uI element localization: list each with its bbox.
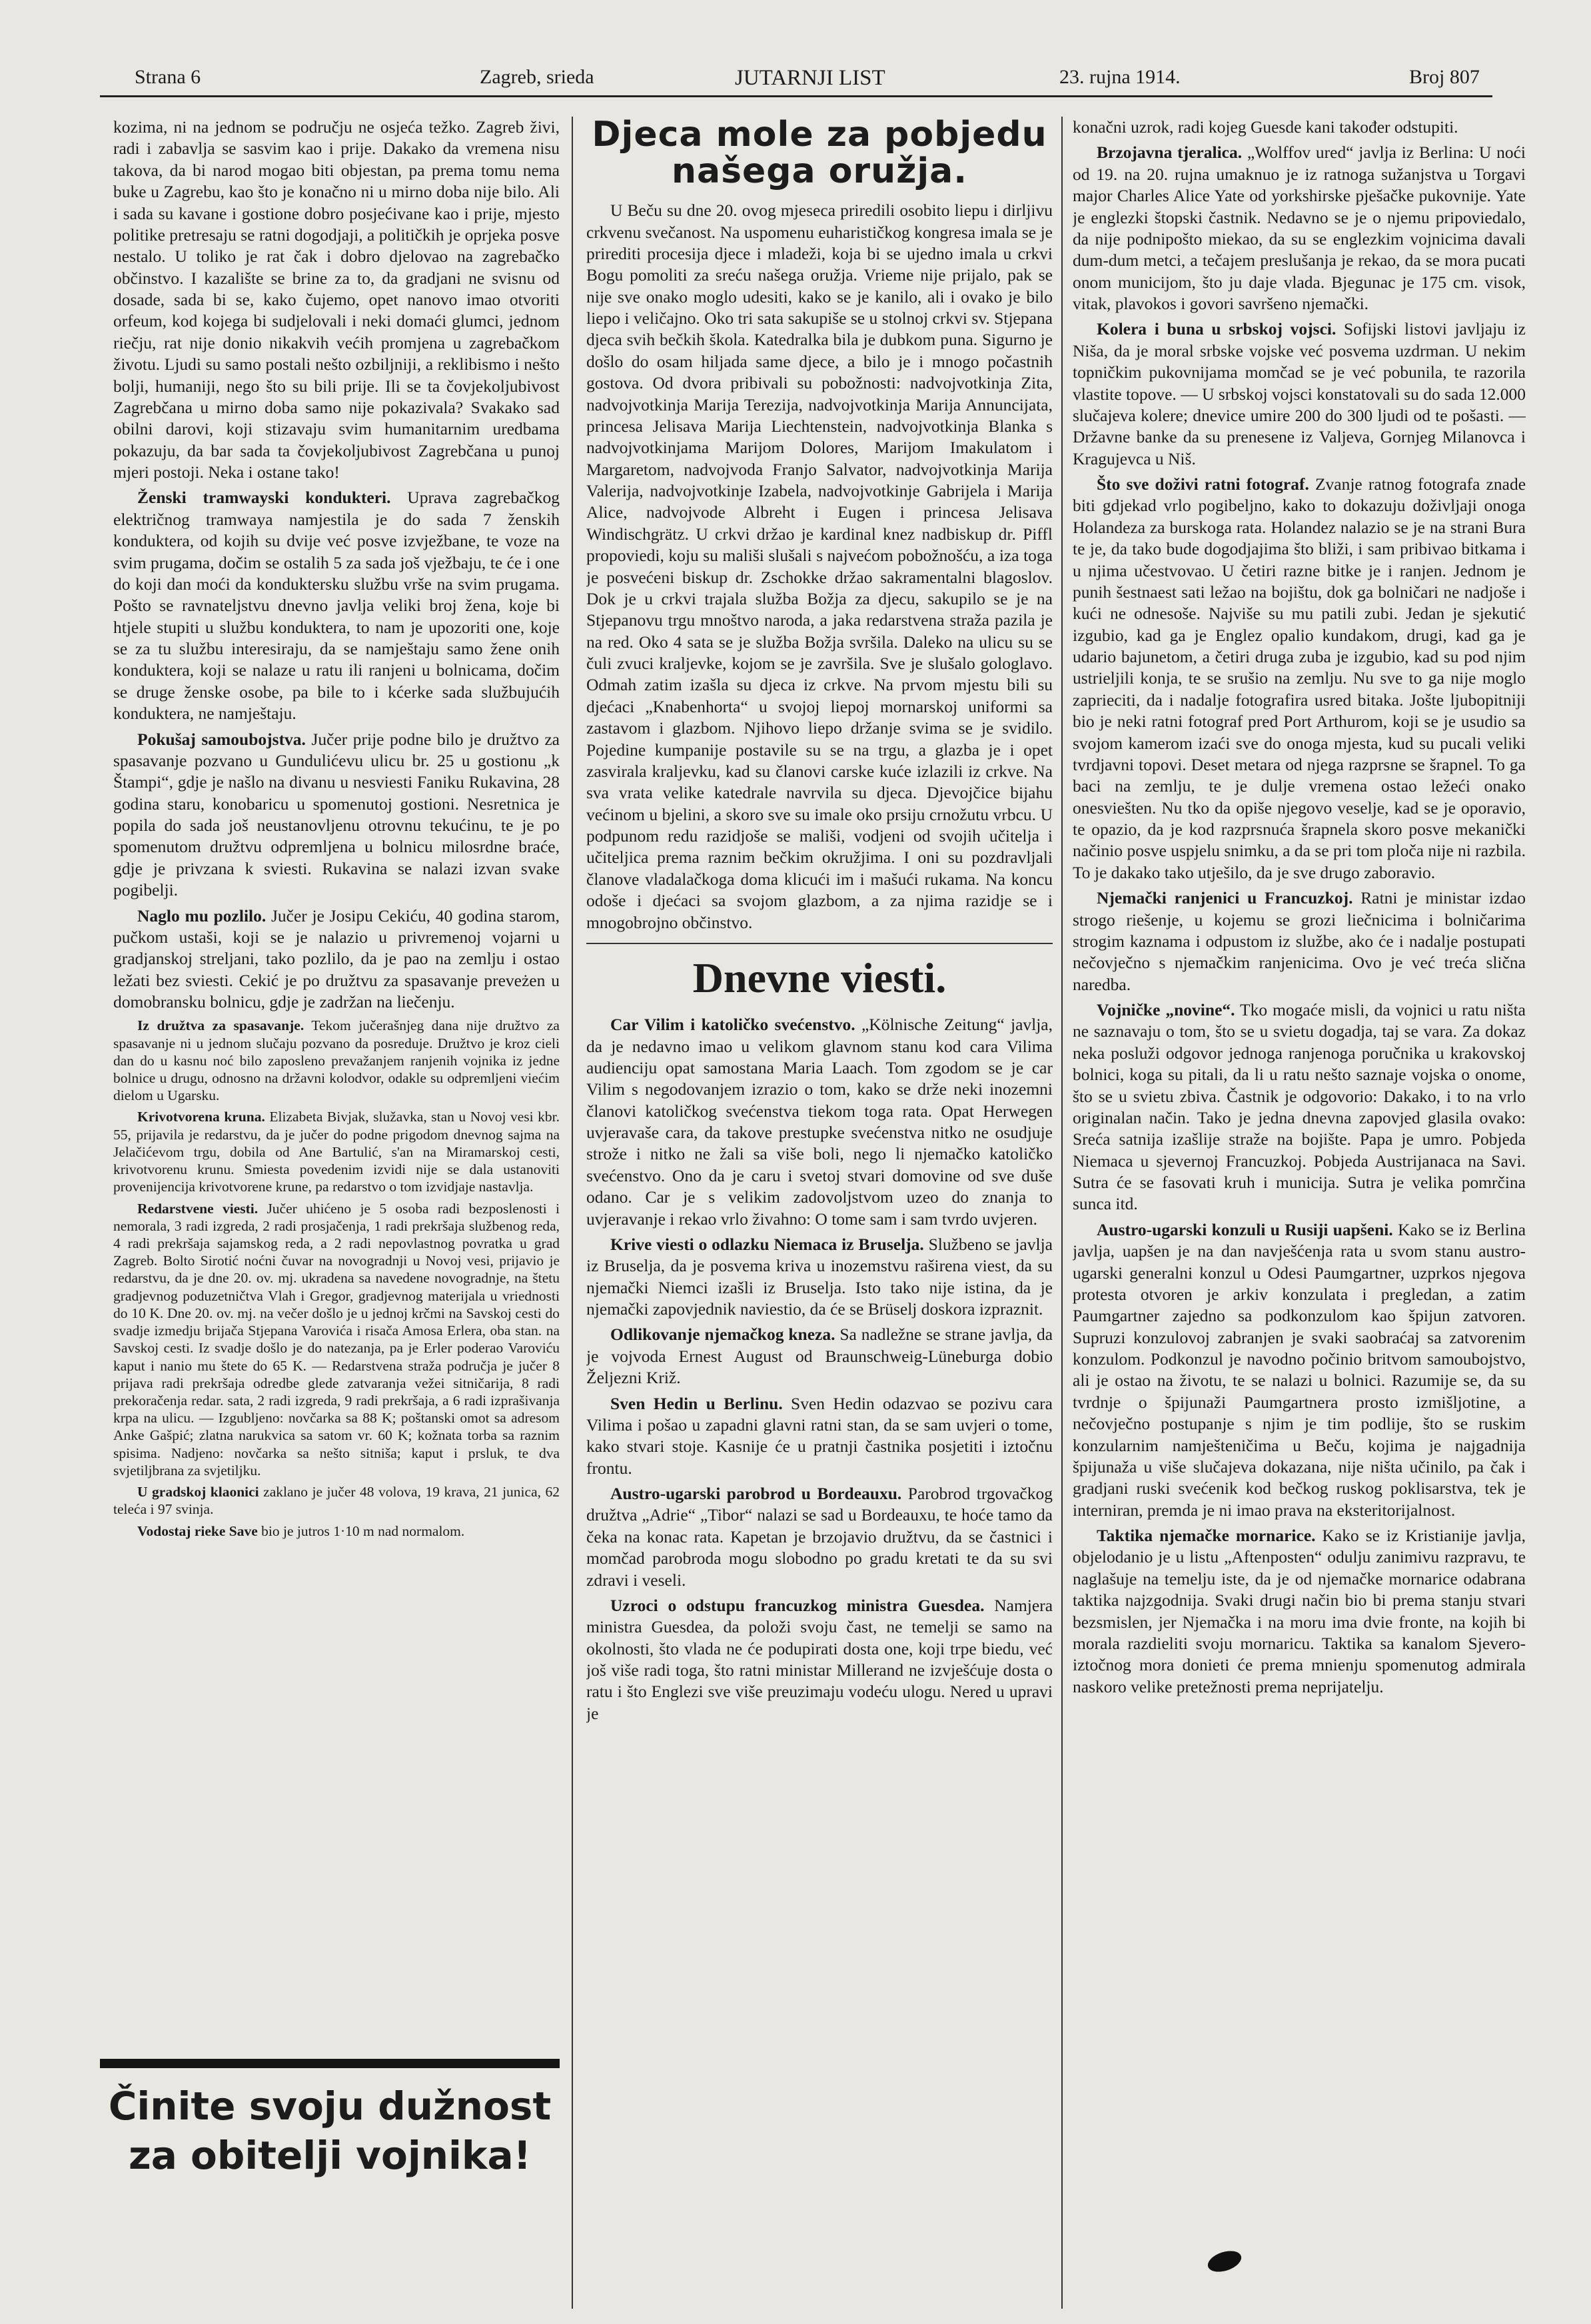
article-continuation: konačni uzrok, radi kojeg Guesde kani također odstupiti. <box>1073 117 1458 137</box>
issue-date: 23. rujna 1914. <box>1059 66 1181 88</box>
article-continuation: kozima, ni na jednom se području ne osjeća težko. Zagreb živi, radi i zabavlja se sasvim kao i prije. Dakako da vremena nisu takova, da bi narod mogao biti objestan, pa prema tomu nema buke u Zagrebu, kao što je konačno ni u mirno doba nije bilo. Ali i sada su kavane i gostione dobro posjećivane kao i prije, mjesto politike pretresaju se ratni dogodjaji, a političkih je oprjeka posve nestalo. U toliko je rat čak i dobro djelovao na zagrebačko občinstvo. I kazalište se brine za to, da gradjani ne svisnu od dosade, sada bi se, kako čujemo, opet nanovo imao otvoriti orfeum, kod kojega bi sudjelovali i neki domaći glumci, jednom riečju, rat nije donio nikakvih većih promjena u zagrebačkom životu. Ljudi su samo postali nešto ozbiljniji, a reklibismo i nešto bolji, humaniji, nego što su bili prije. Ili se ta čovjekoljubivost Zagrebčana u mirno doba samo nije pokazivala? Svakako sad obilni darovi, koji stizavaju svim humanitarnim uredbama pokazuju, da bar sada ta čovjekoljubivost Zagrebčana u punoj mjeri postoji. Neka i ostane tako! <box>113 117 560 482</box>
appeal-line-2: za obitelji vojnika! <box>128 2133 532 2179</box>
news-title: Austro-ugarski parobrod u Bordeauxu. <box>610 1484 902 1504</box>
news-title: Naglo mu pozlilo. <box>137 905 266 925</box>
news-body: Zvanje ratnog fotografa znade biti gdjekad vrlo pogibeljno, kako to dokazuju doživljaji onoga Holandeza za burskoga rata. Holandez nalazio se je na strani Bura te je, da tako bude dogodjajima što bliži, i sam pribivao bitkama i u njima učestvovao. U četiri razne bitke je i ranjen. Jednom je punih šestnaest sati ležao na bojištu, dok ga bolničari ne nadjoše i kući ne odnesoše. Najviše su mu patili zubi. Jedan je sjekutić izgubio, kad ga je Englez opalio kundakom, drugi, kad ga je udario bajunetom, a četiri druga zuba je izgubio, kad su pod njim ustrieljili konja, te se srušio na zemlju. Nu sve to ga nije moglo zaprieciti, da i nadalje fotografira usred bitaka. Jošte ljubopitniji bio je neki ratni fotograf pred Port Arthurom, koji se je usudio sa svojom kamerom izaći sve do onoga mjesta, kud su pucali veliki tvrdjavni topovi. Deset metara od njega razprsne se šrapnel. To ga baci na zemlju, te je dulje vremena ostao ležeći onako onesviešten. Nu tko da opiše njegovo veselje, kad se je oporavio, te opazio, da je kod razprsnuća šrapnela skoro posve mekanički načinio posve uspjelu snimku, a da se pri tom ploča nije ni razbila. To je dakako tako utješilo, da je sve drugo zaboravio. <box>1073 474 1526 882</box>
news-title: Što sve doživi ratni fotograf. <box>1097 474 1309 494</box>
news-title: Taktika njemačke mornarice. <box>1097 1526 1316 1545</box>
news-title: Vojničke „novine“. <box>1097 1000 1235 1019</box>
news-item <box>1073 474 1526 883</box>
news-item <box>113 729 560 901</box>
news-title: Sven Hedin u Berlinu. <box>610 1393 783 1413</box>
column-rule <box>1061 117 1063 2309</box>
news-title: Ženski tramwayski kondukteri. <box>137 488 391 508</box>
appeal-box <box>100 2059 560 2225</box>
newspaper-name: JUTARNJI LIST <box>735 66 885 90</box>
news-item <box>113 1108 560 1195</box>
news-item <box>1073 887 1526 995</box>
news-body: Jučer uhićeno je 5 osoba radi bezposlenosti i nemorala, 3 radi izgreda, 2 radi prosjačenja, 1 radi prekršaja službenog reda, 4 radi prekršaja sajamskog reda, a 2 radi nepovlastnog povratka u grad Zagreb. Bolto Sirotić noćni čuvar na novogradnji u Novoj vesi, prijavio je redarstvu, da je dne 20. ov. mj. ukradena sa navedene novogradnje, na štetu gradjevnog poduzetničtva Vlah i Gregor, gradjevnog materijala u vriednosti do 10 K. Dne 20. ov. mj. na večer došlo je u jednoj krčmi na Savskoj cesti do svadje izmedju brijača Stjepana Varovića i risača Amosa Erlera, oba stan. na Savskoj cesti. Iz svadje došlo je do natezanja, pa je Erler poderao Varoviću kaput i nanio mu štete do 65 K. — Redarstvena straža područja je jučer 8 prijava radi prekršaja odredbe glede zatvaranja vežei sitničarija, 8 radi prekoračenja redar. sata, 2 radi izgreda, 9 radi prekršaja, a 6 radi izprašivanja krpa na ulicu. — Izgubljeno: novčarka sa 88 K; poštanski omot sa adresom Anke Gašpić; zlatna narukvica sa satom vr. 60 K; kožnata torba sa raznim spisima. Nadjeno: novčarka sa nešto sitniša; kaput i prsluk, te dva svjetiljbrana za svjetiljku. <box>113 1200 560 1478</box>
news-body: Kako se iz Berlina javlja, uapšen je na dan navješćenja rata u svom stanu austro-ugarski generalni konzul u Odesi Paumgartner, uzprkos njegova protesta otvoren je arkiv konzulata i pregledan, a zatim Paumgartner zajedno sa podkonzulom kao špijun zatvoren. Supruzi konzulovoj zabranjen je svaki saobraćaj sa zatvorenim konzulom. Podkonzul je navodno počinio britvom samoubojstvo, ali je ostao na životu, te se nalazi u bolnici. Razumije se, da su tvrdnje o špijunaži Paumgartnera prosto izmišljotine, a nečovječno postupanje s njim je tim podlije, što se ruskim konzularnim namješteničima u Beču, kojima je najgadnija špijunaža u više slučajeva dokazana, nije ništa učinilo, pa čak i gradjani ruski svećenik kod bečkog ruskog poklisarstva, tek je interniran, premda je ni imao prava na eksteritorijalnost. <box>1073 1219 1526 1520</box>
news-title: Iz družtva za spasavanje. <box>137 1017 304 1034</box>
news-title: Brzojavna tjeralica. <box>1097 143 1243 163</box>
news-title: Pokušaj samoubojstva. <box>137 729 306 749</box>
news-body: Elizabeta Bivjak, služavka, stan u Novoj vesi kbr. 55, prijavila je redarstvu, da je jučer do podne prigodom dnevnog sajma na Jelačićevom trgu, dobila od Ane Bartulić, s'an na Miramarskoj cesti, krivotvorenu krunu. Smiesta povedenim izvidi nije se dala ustanoviti provenijencija krivotvorene krune, pa redarstvo o tom izvidjaje nastavlja. <box>113 1109 560 1195</box>
news-body: Kako se iz Kristianije javlja, objelodanio je u listu „Aftenposten“ odulju zanimivu razpravu, te naglašuje na temelju iste, da je od njemačke mornarice odabrana taktika najzgodnija. Svaki drugi način bio bi prema stanju stvari bezsmislen, jer Njemačka i na moru ima dvie fronte, na kojih bi morala razdieliti svoju mornaricu. Taktika sa kanalom Sjevero-iztočnog mora donieti će prema mnienju spomenutog admirala naskoro velike pretežnosti prema neprijatelju. <box>1073 1526 1526 1696</box>
news-item <box>586 1393 1053 1480</box>
article-headline: Djeca mole za pobjedu našega oružja. <box>592 117 1047 191</box>
place-date: Zagreb, srieda <box>480 66 594 88</box>
news-item <box>113 1017 560 1104</box>
section-title: Dnevne viesti. <box>586 943 1053 1005</box>
news-body: Parobrod trgovačkog družtva „Adrie“ „Tibor“ nalazi se sad u Bordeauxu, te hoće tamo da čeka na konac rata. Kapetan je brzojavio družtvu, da se častnici i momčad parobroda mogu slobodno po gradu kretati te da su svi zdravi i veseli. <box>586 1484 1053 1590</box>
column-rule <box>572 117 573 2309</box>
news-body: Službeno se javlja iz Bruselja, da je posvema kriva u inozemstvu raširena viest, da su njemački Niemci izašli iz Bruselja. Isto tako nije istina, da je njemački zapovjednik naviestio, da će se Brüselj doskora izpraznit. <box>586 1234 1053 1319</box>
news-item <box>586 1234 1053 1321</box>
news-body: „Wolffov ured“ javlja iz Berlina: U noći od 19. na 20. rujna umaknuo je iz ratnoga sužanjstva u Torgavi major Charles Alice Yate od yorkshirske pješačke pukovnije. Yate je englezki štopski častnik. Nedavno se je o njemu pripoviedalo, da nije podnipošto miekao, da su se englezkim vojnicima davali dum-dum metci, a tečajem preslušanja je rekao, da se mora pucati onom municijom, što ju daje vlada. Bjegunac je 175 cm. visok, vitak, plavokos i govori savršeno njemački. <box>1073 143 1526 313</box>
article-body: U Beču su dne 20. ovog mjeseca priredili osobito liepu i dirljivu crkvenu svečanost. Na uspomenu euharističkog kongresa imala se je prirediti procesija djece i mladeži, koja bi se ujedno imala u crkvi Bogu pomoliti za sreću našega oružja. Vrieme nije prijalo, pak se nije sve onako moglo udesiti, kako se je kanilo, ali i ovako je bilo liepo i veličajno. Oko tri sata sakupiše se u stolnoj crkvi sv. Stjepana djeca svih bečkih škola. Katedralka bila je dubkom puna. Sigurno je došlo do osam hiljada same djece, a bilo je i mnogo počastnih gostova. Od dvora pribivali su pobožnosti: nadvojvotkinja Zita, nadvojvotkinja Marija Terezija, nadvojvotkinja Marija Annuncijata, princesa Jelisava Marija Liechtenstein, nadvojvotkinja Blanka s nadvojvotkinjama Marijom Dolores, Marijom Imakulatom i Margaretom, nadvojvoda Franjo Salvator, nadvojvotkinja Marija Valerija, nadvojvotkinje Izabela, nadvojvotkinje Gabrijela i Marija Alice, nadvojvode Albreht i Eugen i princesa Jelisava Windischgrätz. U crkvi držao je kardinal knez nadbiskup dr. Piffl propoviedi, koju su mališi slušali s najvećom pobožnošću, a iza toga je posvećeni biskup dr. Zschokke držao sakramentalni blagoslov. Dok je u crkvi trajala služba Božja za djecu, sakupilo se je na Stjepanovu trgu mnoštvo naroda, a jaka redarstvena straža pazila je na red. Oko 4 sata se je služba Božja svršila. Daleko na ulicu su se čuli zvuci kraljevke, kojom se je završila. Sve je slušalo gologlavo. Odmah zatim izašla su djeca iz crkve. Na prvom mjestu bili su djećaci „Knabenhorta“ u svojoj liepoj mornarskoj uniformi sa zastavom i glazbom. Njihovo liepo držanje svima se je svidilo. Pojedine kumpanije postavile su se na trgu, a glazba je i opet zasvirala kraljevku, kad su članovi carske kuće izlazili iz crkve. Na sva vrata velike katedrale navrvila su djeca. Djevojčice bijahu većinom u bjelini, a skoro sve su imale oko prsiju crnožutu vrbcu. U podpunom redu razidjoše se mališi, vodjeni od svojih učitelja i učiteljica prema raznim bečkim okružjima. I oni su pozdravljali članove vladalačkoga doma klicući im i mašući rukama. Na koncu odoše i djećaci sa svojom glazbom, a za njima razidje se i mnogobrojno občinstvo. <box>586 201 1053 932</box>
news-body: Namjera ministra Guesdea, da položi svoju čast, ne temelji se samo na okolnosti, što vlada ne će podupirati dosta one, koji trpe biedu, već još više radi toga, što ratni ministar Millerand ne izvješćuje dosta o ratu i što Englezi sve više preuzimaju vodeću ulogu. Nered u upravi je <box>586 1595 1053 1723</box>
news-item <box>586 1595 1053 1724</box>
appeal-line-1: Činite svoju dužnost <box>108 2083 552 2129</box>
appeal-rule <box>100 2059 560 2068</box>
news-title: Redarstvene viesti. <box>137 1200 259 1217</box>
news-item <box>113 905 560 1013</box>
news-body: Jučer prije podne bilo je družtvo za spasavanje pozvano u Gundulićevu ulicu br. 25 u gostionu „k Štampi“, gdje je našlo na divanu u nesviesti Faniku Rukavina, 28 godina staru, konobaricu u spomenutoj gostioni. Nesretnica je popila do sada još neustanovljenu otrovnu tekućinu, te je po spomenutom družtvu odpremljena u bolnicu milosrdne braće, gdje je privzana k sviesti. Rukavina se nalazi izvan svake pogibelji. <box>113 729 560 900</box>
column-1 <box>113 117 560 2119</box>
news-title: U gradskoj klaonici <box>137 1484 259 1500</box>
news-body: Sofijski listovi javljaju iz Niša, da je moral srbske vojske već posvema uzdrman. U nekim topničkim pukovnijama momčad se je već pobunila, te razorila vlastite topove. — U srbskoj vojsci konstatovali su do sada 12.000 slučajeva kolere; dnevice umire 200 do 300 ljudi od te pošasti. — Državne banke da su prenesene iz Valjeva, Gornjeg Milanovca i Kragujevca u Niš. <box>1073 319 1526 468</box>
news-title: Krivotvorena kruna. <box>137 1109 265 1125</box>
news-item <box>1073 1525 1526 1698</box>
news-item <box>113 1483 560 1518</box>
news-body: Tko mogaće misli, da vojnici u ratu ništa ne saznavaju o tom, što se u svietu dogadja, taj se vara. Za dokaz neka posluži odgovor jednoga ranjenoga poručnika u krakovskoj bolnici, koga su pitali, da li u ratu nešto saznaje vojska o onome, što se u svietu zbiva. Častnik je odgovorio: Dakako, i to na vrlo originalan način. Tako je jedna dnevna zapovjed glasila ovako: Sreća satnija izašlije straže na bojište. Papa je umro. Pobjeda Niemaca u sjevernoj Francuzkoj. Pobjeda Austrijanaca na Savi. Sutra će se fasovati kruh i municija. Sutra je velika pomrčina sunca itd. <box>1073 1000 1526 1214</box>
news-item <box>113 1522 560 1540</box>
news-title: Odlikovanje njemačkog kneza. <box>610 1325 835 1345</box>
page-number: Strana 6 <box>135 66 201 88</box>
news-body: Jučer je Josipu Cekiću, 40 godina starom, pučkom ustaši, koji se je nalazio u privremenoj vojarni u gradjanskoj streljani, tako pozlilo, da je pao na zemlju i ostao ležati bez sviesti. Cekić je po družtvu za spasavanje preveżen u domobransku bolnicu, gdje je zadržan na liečenju. <box>113 905 560 1011</box>
news-body: Sven Hedin odazvao se pozivu cara Vilima i pošao u zapadni glavni ratni stan, da se sam uvjeri o tome, kako stvari stoje. Kasnije će u pratnji častnika posjetiti i iztočnu frontu. <box>586 1393 1053 1478</box>
news-body: Sa nadležne se strane javlja, da je vojvoda Ernest August od Braunschweig-Lüneburga dobio Željezni Križ. <box>586 1325 1053 1388</box>
news-item <box>586 1324 1053 1389</box>
news-item <box>586 1483 1053 1591</box>
news-body: „Kölnische Zeitung“ javlja, da je nedavno imao u velikom glavnom stanu kod cara Vilima audienciju opat samostana Maria Laach. Tom zgodom se je car Vilim s negodovanjem izrazio o tom, kako se drže neki inozemni članovi katoličkog svećenstva tiekom toga rata. Opat Herwegen uvjeravaše cara, da takove prestupke svećenstva nitko ne osudjuje strože i nitko ne žali sa više boli, nego li njemačko katoličko svećenstvo. Ono da je caru i svetoj stvari domovine od sve duše odano. Car je s velikim zadovoljstvom uzeo do znanja to uvjeravanje i rekao vrlo živahno: O tome sam i sam tvrdo uvjeren. <box>586 1015 1053 1229</box>
news-item <box>1073 999 1526 1215</box>
news-title: Car Vilim i katoličko svećenstvo. <box>610 1015 855 1035</box>
news-body: Uprava zagrebačkog električnog tramwaya namjestila je do sada 7 ženskih konduktera, od kojih su dvije već posve izvježbane, te voze na svim prugama, dočim se ostalih 5 za sada još vježbaju, te će i one do koji dan moći da konduktersku službu vrše na svim prugama. Pošto se ravnateljstvu dnevno javlja veliki broj žena, koje bi htjele stupiti u službu konduktera, to nam je upozoriti one, koje se za tu službu interesiraju, da se namještaju samo žene onih konduktera, koji se nalaze u ratu ili ranjeni u bolnicama, dočim se druge ženske osobe, pa bile to i kćerke sada službujućih konduktera, ne namještaju. <box>113 488 560 724</box>
news-title: Kolera i buna u srbskoj vojsci. <box>1097 319 1336 339</box>
news-title: Austro-ugarski konzuli u Rusiji uapšeni. <box>1097 1219 1393 1239</box>
news-title: Krive viesti o odlazku Niemaca iz Bruselja. <box>610 1234 924 1254</box>
news-item <box>1073 318 1526 470</box>
news-item <box>1073 142 1526 314</box>
column-2 <box>586 117 1053 2315</box>
news-title: Vodostaj rieke Save <box>137 1522 258 1539</box>
news-body: bio je jutros 1·10 m nad normalom. <box>261 1522 465 1539</box>
news-item <box>113 1200 560 1480</box>
page-header <box>100 63 1492 97</box>
news-item <box>113 487 560 724</box>
news-body: Tekom jučerašnjeg dana nije družtvo za spasavanje ni u jednom slučaju pozvano da posreduje. Družtvo je kroz cieli dan do u kasnu noć bilo zaposleno prevažanjem ranjenih vojnika iz jedne bolnice u drugu, odnosno na državni kolodvor, odakle su odpremljeni viećim dielom u Ugarsku. <box>113 1017 560 1104</box>
news-body: Ratni je ministar izdao strogo riešenje, u kojemu se grozi liečnicima i bolničarima strogim kaznama i odpustom iz službe, ako će i nadalje postupati nečovječno s njemačkim ranjenicima. Ovo je već treća slična naredba. <box>1073 888 1526 994</box>
news-item <box>1073 1219 1526 1521</box>
column-3 <box>1073 117 1526 2315</box>
news-title: Njemački ranjenici u Francuzkoj. <box>1097 888 1353 908</box>
news-body: zaklano je jučer 48 volova, 19 krava, 21 junica, 62 teleća i 97 svinja. <box>113 1484 560 1518</box>
issue-number: Broj 807 <box>1409 66 1480 88</box>
news-title: Uzroci o odstupu francuzkog ministra Guesdea. <box>610 1595 985 1615</box>
news-item <box>586 1014 1053 1230</box>
